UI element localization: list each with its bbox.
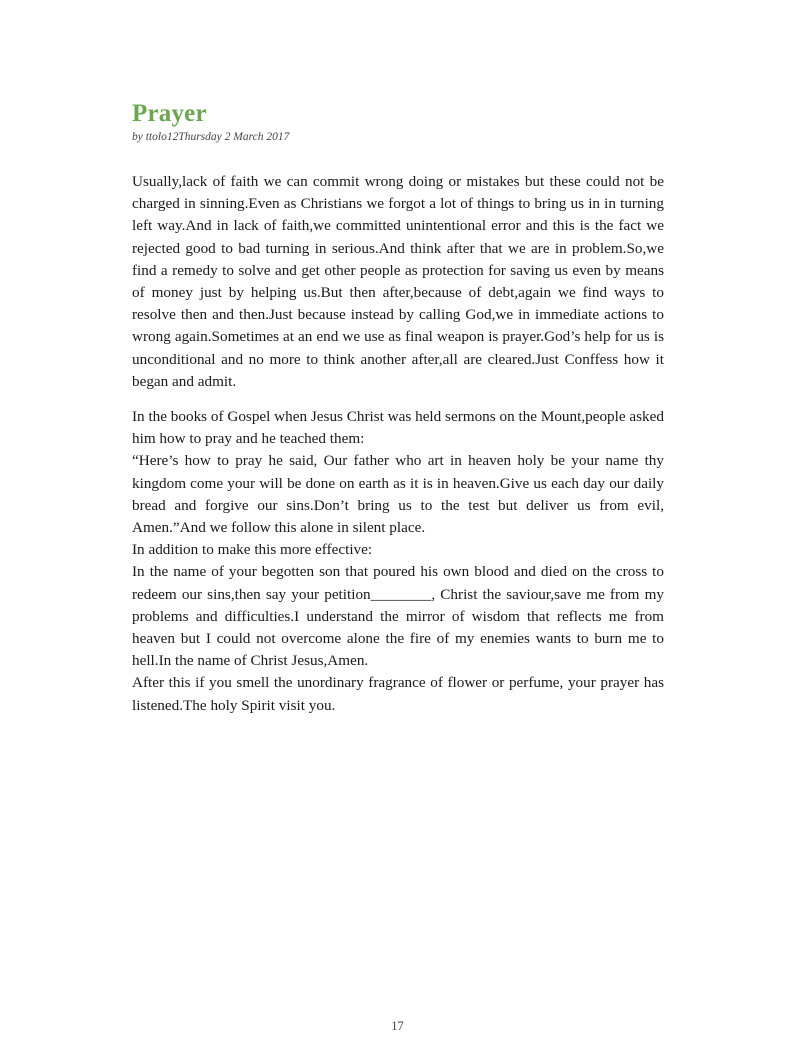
page-number: 17 (391, 1019, 404, 1033)
byline: by ttolo12Thursday 2 March 2017 (132, 131, 290, 143)
article-body (132, 171, 664, 717)
paragraph-line: In the name of your begotten son that poured his own blood and died on the cross to redeem our sins,then say your petition________, Christ the saviour,save me from my problems and difficulties.I understand the mirror of wisdom that reflects me from heaven but I could not overcome alone the fire of my enemies wants to burn me to hell.In the name of Christ Jesus,Amen. (132, 563, 664, 670)
article (132, 100, 664, 717)
paragraph-line: In addition to make this more effective: (132, 541, 373, 559)
page-title: Prayer (132, 100, 207, 127)
paragraph-gospel (132, 406, 664, 717)
paragraph-line: “Here’s how to pray he said, Our father who art in heaven holy be your name thy kingdom come your will be done on earth as it is in heaven.Give us each day our daily bread and forgive our sins.Don’t bring us to the test but deliver us from evil, Amen.”And we follow this alone in silent place. (132, 452, 664, 537)
paragraph-line: After this if you smell the unordinary fragrance of flower or perfume, your prayer has listened.The holy Spirit visit you. (132, 674, 664, 714)
paragraph-line: In the books of Gospel when Jesus Christ was held sermons on the Mount,people asked him how to pray and he teached them: (132, 408, 664, 448)
paragraph-intro: Usually,lack of faith we can commit wrong doing or mistakes but these could not be charged in sinning.Even as Christians we forgot a lot of things to bring us in in turning left way.And in lack of faith,we committed unintentional error and this is the fact we rejected good to bad turning in serious.And think after that we are in problem.So,we find a remedy to solve and get other people as protection for saving us even by means of money just by helping us.But then after,because of debt,again we find ways to resolve then and then.Just because instead by calling God,we in immediate actions to wrong again.Sometimes at an end we use as final weapon is prayer.God’s help for us is unconditional and no more to think another after,all are cleared.Just Conffess how it began and admit. (132, 173, 664, 390)
